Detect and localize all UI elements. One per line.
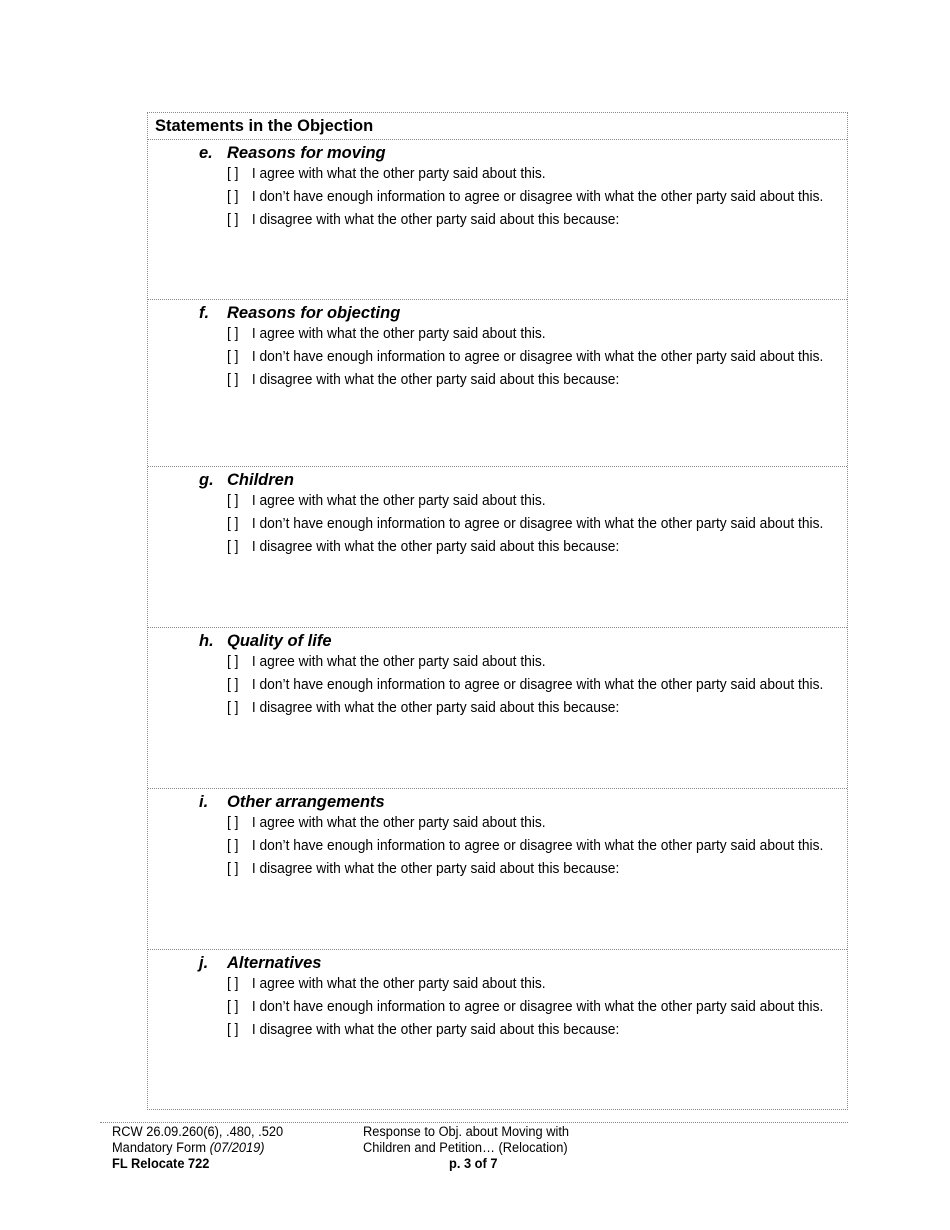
footer-rcw: RCW 26.09.260(6), .480, .520 [112, 1124, 284, 1139]
section-reasons-for-objecting [148, 300, 847, 467]
section-name: Children [227, 471, 294, 489]
option-label: I don’t have enough information to agree or disagree with what the other party said about this. [251, 515, 824, 532]
footer-mandatory-form [112, 1140, 265, 1156]
section-name: Other arrangements [227, 793, 385, 811]
checkbox[interactable]: [ ] [227, 165, 239, 182]
footer-form-title-2: Children and Petition… (Relocation) [363, 1140, 568, 1155]
section-name: Alternatives [227, 954, 322, 972]
section-letter: h. [199, 632, 214, 650]
option-label: I don’t have enough information to agree or disagree with what the other party said about this. [251, 348, 824, 365]
option-disagree[interactable] [227, 370, 619, 390]
checkbox[interactable]: [ ] [227, 837, 239, 854]
footer-form-number: FL Relocate 722 [112, 1156, 210, 1171]
option-not-enough-info[interactable] [227, 347, 823, 367]
section-other-arrangements [148, 789, 847, 950]
option-label: I disagree with what the other party said about this because: [251, 371, 620, 388]
option-agree[interactable] [227, 652, 546, 672]
checkbox[interactable]: [ ] [227, 860, 239, 877]
option-label: I agree with what the other party said about this. [251, 975, 546, 992]
footer-divider [100, 1122, 848, 1123]
section-letter: i. [199, 793, 209, 811]
option-label: I agree with what the other party said about this. [251, 814, 546, 831]
option-label: I disagree with what the other party said about this because: [251, 211, 620, 228]
checkbox[interactable]: [ ] [227, 699, 239, 716]
checkbox[interactable]: [ ] [227, 538, 239, 555]
option-label: I don’t have enough information to agree or disagree with what the other party said about this. [251, 676, 824, 693]
section-reasons-for-moving [148, 140, 847, 300]
option-label: I disagree with what the other party said about this because: [251, 860, 620, 877]
option-label: I agree with what the other party said about this. [251, 492, 546, 509]
option-label: I agree with what the other party said about this. [251, 165, 546, 182]
checkbox[interactable]: [ ] [227, 348, 239, 365]
option-agree[interactable] [227, 813, 546, 833]
section-alternatives [148, 950, 847, 1109]
checkbox[interactable]: [ ] [227, 814, 239, 831]
option-disagree[interactable] [227, 698, 619, 718]
option-agree[interactable] [227, 974, 546, 994]
option-agree[interactable] [227, 164, 546, 184]
option-not-enough-info[interactable] [227, 675, 823, 695]
checkbox[interactable]: [ ] [227, 188, 239, 205]
option-disagree[interactable] [227, 210, 619, 230]
checkbox[interactable]: [ ] [227, 653, 239, 670]
checkbox[interactable]: [ ] [227, 676, 239, 693]
option-disagree[interactable] [227, 859, 619, 879]
option-not-enough-info[interactable] [227, 187, 823, 207]
option-not-enough-info[interactable] [227, 514, 823, 534]
section-letter: e. [199, 144, 213, 162]
option-label: I don’t have enough information to agree or disagree with what the other party said about this. [251, 998, 824, 1015]
option-label: I don’t have enough information to agree or disagree with what the other party said about this. [251, 837, 824, 854]
option-label: I disagree with what the other party said about this because: [251, 699, 620, 716]
section-name: Reasons for objecting [227, 304, 401, 322]
option-label: I don’t have enough information to agree or disagree with what the other party said about this. [251, 188, 824, 205]
table-header: Statements in the Objection [148, 113, 847, 140]
footer-form-title-1: Response to Obj. about Moving with [363, 1124, 570, 1139]
option-label: I disagree with what the other party said about this because: [251, 1021, 620, 1038]
objection-statements-table [147, 112, 848, 1110]
option-label: I disagree with what the other party said about this because: [251, 538, 620, 555]
section-letter: j. [199, 954, 209, 972]
section-children [148, 467, 847, 628]
checkbox[interactable]: [ ] [227, 1021, 239, 1038]
mandatory-form-label: Mandatory Form [112, 1140, 210, 1155]
option-disagree[interactable] [227, 1020, 619, 1040]
checkbox[interactable]: [ ] [227, 515, 239, 532]
option-not-enough-info[interactable] [227, 836, 823, 856]
checkbox[interactable]: [ ] [227, 998, 239, 1015]
section-letter: f. [199, 304, 210, 322]
checkbox[interactable]: [ ] [227, 325, 239, 342]
form-date: (07/2019) [209, 1140, 265, 1155]
checkbox[interactable]: [ ] [227, 211, 239, 228]
checkbox[interactable]: [ ] [227, 492, 239, 509]
checkbox[interactable]: [ ] [227, 975, 239, 992]
footer-page-number: p. 3 of 7 [449, 1156, 498, 1171]
section-name: Quality of life [227, 632, 332, 650]
option-not-enough-info[interactable] [227, 997, 823, 1017]
option-agree[interactable] [227, 324, 546, 344]
option-label: I agree with what the other party said about this. [251, 325, 546, 342]
section-quality-of-life [148, 628, 847, 789]
section-letter: g. [199, 471, 214, 489]
option-agree[interactable] [227, 491, 546, 511]
option-disagree[interactable] [227, 537, 619, 557]
option-label: I agree with what the other party said about this. [251, 653, 546, 670]
checkbox[interactable]: [ ] [227, 371, 239, 388]
section-name: Reasons for moving [227, 144, 386, 162]
